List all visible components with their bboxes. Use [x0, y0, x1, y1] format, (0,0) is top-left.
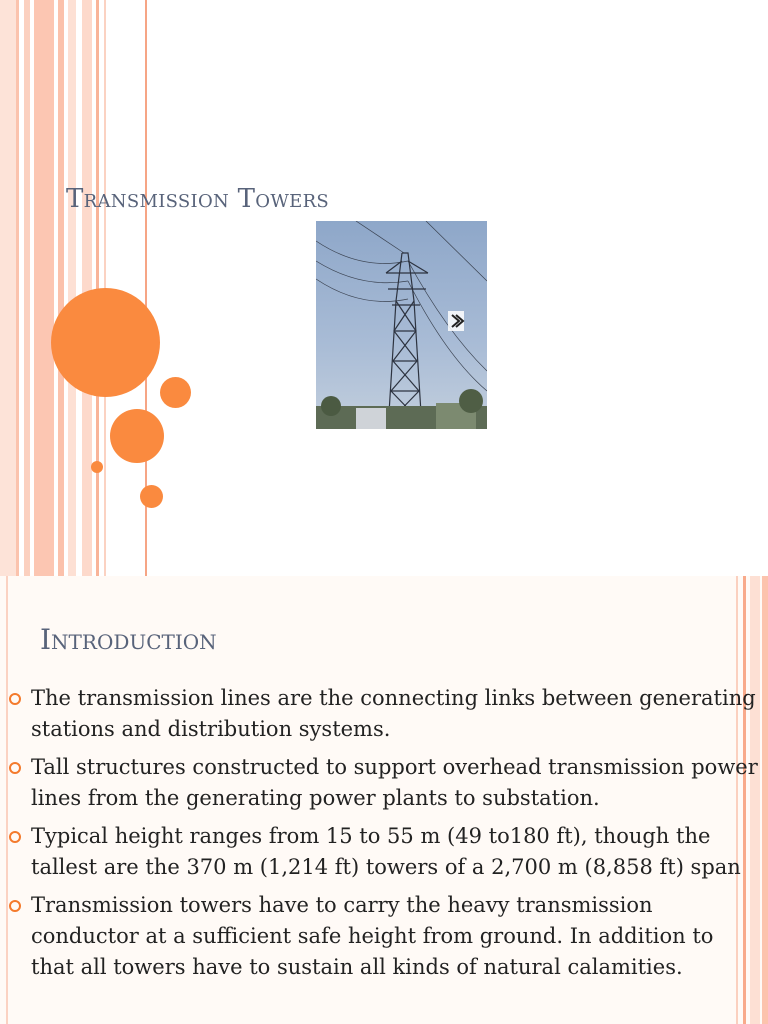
decorative-circle — [110, 409, 164, 463]
decorative-stripe — [0, 0, 16, 576]
decorative-circle — [91, 461, 103, 473]
decorative-circle — [160, 377, 191, 408]
bullet-text: The transmission lines are the connecting links between generating stations and distribution systems. — [31, 686, 756, 741]
decorative-circle-large — [51, 288, 160, 397]
decorative-stripe — [24, 0, 30, 576]
decorative-circle — [140, 485, 163, 508]
bullet-text: Transmission towers have to carry the heavy transmission conductor at a sufficient safe height from ground. In addition to that all towers have to sustain all kinds of natural calamities. — [31, 893, 714, 979]
list-item — [8, 683, 760, 745]
bullet-text: Tall structures constructed to support overhead transmission power lines from the generating power plants to substation. — [31, 755, 758, 810]
decorative-stripe — [82, 0, 92, 576]
bullet-circle-icon — [9, 762, 21, 774]
chevron-right-icon — [448, 311, 464, 331]
bullet-list — [8, 683, 760, 990]
bullet-circle-icon — [9, 831, 21, 843]
list-item — [8, 821, 760, 883]
decorative-stripe — [68, 0, 76, 576]
bullet-circle-icon — [9, 693, 21, 705]
decorative-stripe — [762, 576, 768, 1024]
decorative-stripe — [58, 0, 64, 576]
list-item — [8, 890, 760, 983]
bullet-circle-icon — [9, 900, 21, 912]
decorative-stripe — [34, 0, 54, 576]
list-item — [8, 752, 760, 814]
slide-title: Introduction — [40, 623, 217, 656]
introduction-slide — [0, 576, 768, 1024]
bullet-text: Typical height ranges from 15 to 55 m (49 to180 ft), though the tallest are the 370 m (1,214 ft) towers of a 2,700 m (8,858 ft) span — [31, 824, 741, 879]
slide-title: Transmission Towers — [66, 184, 330, 214]
decorative-stripe — [16, 0, 19, 576]
transmission-tower-photo — [316, 221, 487, 429]
